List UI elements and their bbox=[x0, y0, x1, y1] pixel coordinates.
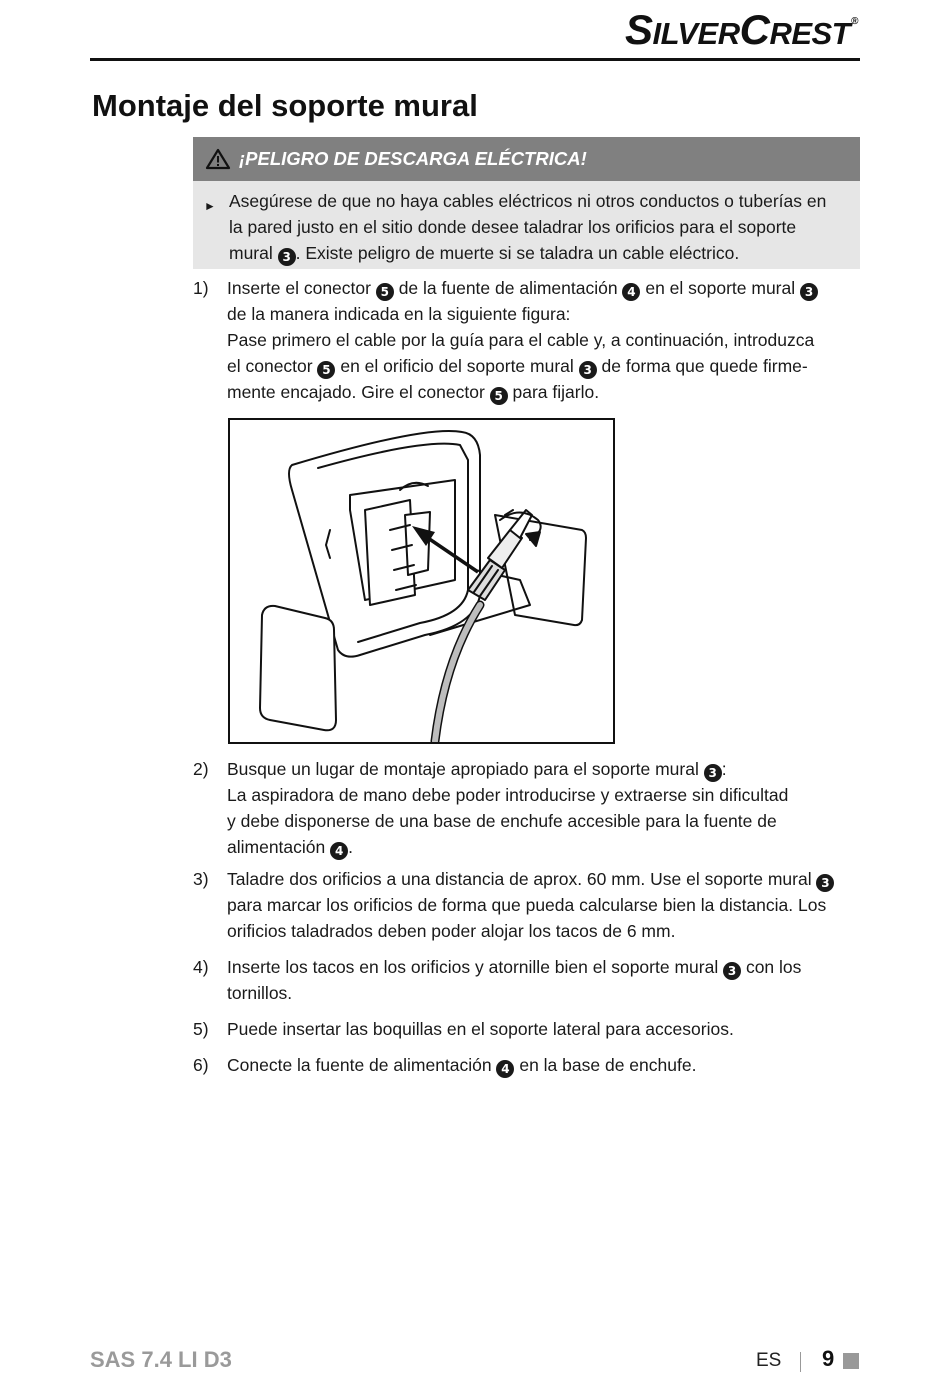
wall-mount-illustration bbox=[228, 418, 615, 744]
ref-number-3: 3 bbox=[704, 764, 722, 782]
ref-number-5: 5 bbox=[376, 283, 394, 301]
warning-heading bbox=[193, 137, 860, 181]
footer-language: ES bbox=[756, 1350, 782, 1371]
ref-number-5: 5 bbox=[317, 361, 335, 379]
ref-number-4: 4 bbox=[496, 1060, 514, 1078]
step-2 bbox=[193, 756, 860, 860]
footer-square-icon bbox=[843, 1353, 859, 1369]
page-title: Montaje del soporte mural bbox=[92, 88, 478, 123]
step-text: Puede insertar las boquillas en el soporte lateral para accesorios. bbox=[227, 1019, 734, 1039]
header-rule bbox=[90, 58, 860, 61]
step-number: 5) bbox=[193, 1019, 209, 1039]
ref-number-3: 3 bbox=[816, 874, 834, 892]
step-text: Busque un lugar de montaje apropiado para el soporte mural 3 : La aspiradora de mano debe poder introducirse y extraerse sin dificultad y debe disponerse de una base de enchufe accesible para la fuente de alimentación 4 . bbox=[227, 759, 789, 858]
step-text: Taladre dos orificios a una distancia de aprox. 60 mm. Use el soporte mural 3 para marcar los orificios de forma que pueda calcularse bien la distancia. Los orificios taladrados deben poder alojar los tacos de 6 mm. bbox=[227, 866, 860, 944]
step-text: Inserte el conector 5 de la fuente de alimentación 4 en el soporte mural 3 de la manera indicada en la siguiente figura: Pase primero el cable por la guía para el cable y, a continuación, introduzca el conector 5 en el orificio del soporte mural 3 de forma que quede firme- mente encajado. Gire el conector 5 para fijarlo. bbox=[227, 275, 860, 405]
ref-number-3: 3 bbox=[579, 361, 597, 379]
ref-number-4: 4 bbox=[622, 283, 640, 301]
warning-triangle-icon bbox=[205, 148, 231, 170]
ref-number-3: 3 bbox=[800, 283, 818, 301]
brand-logo: SILVERCREST® bbox=[624, 6, 858, 53]
step-number: 6) bbox=[193, 1055, 209, 1075]
step-number: 3) bbox=[193, 869, 209, 889]
step-number: 1) bbox=[193, 278, 209, 298]
step-text: Inserte los tacos en los orificios y atornille bien el soporte mural 3 con los tornillos. bbox=[227, 957, 802, 1003]
bullet-arrow-icon: ► bbox=[204, 199, 216, 213]
ref-number-4: 4 bbox=[330, 842, 348, 860]
footer-divider bbox=[800, 1352, 801, 1372]
ref-number-5: 5 bbox=[490, 387, 508, 405]
step-3 bbox=[193, 866, 860, 944]
step-number: 4) bbox=[193, 957, 209, 977]
step-text: Conecte la fuente de alimentación 4 en la base de enchufe. bbox=[227, 1055, 697, 1076]
page-number: 9 bbox=[822, 1346, 835, 1371]
ref-number-3: 3 bbox=[278, 248, 296, 266]
warning-text: ► Asegúrese de que no haya cables eléctricos ni otros conductos o tuberías en la pared justo en el sitio donde desee taladrar los orificios para el soporte mural 3 . Existe peligro de muerte si se taladra un cable eléctrico. bbox=[204, 191, 827, 264]
ref-number-3: 3 bbox=[723, 962, 741, 980]
step-4 bbox=[193, 954, 860, 1006]
warning-box bbox=[193, 137, 860, 269]
step-1 bbox=[193, 275, 860, 405]
footer-model: SAS 7.4 LI D3 bbox=[90, 1347, 232, 1372]
warning-heading-text: ¡PELIGRO DE DESCARGA ELÉCTRICA! bbox=[239, 148, 587, 169]
wall-mount-drawing bbox=[230, 420, 613, 742]
step-number: 2) bbox=[193, 759, 209, 779]
step-6 bbox=[193, 1052, 860, 1078]
step-5 bbox=[193, 1016, 860, 1042]
